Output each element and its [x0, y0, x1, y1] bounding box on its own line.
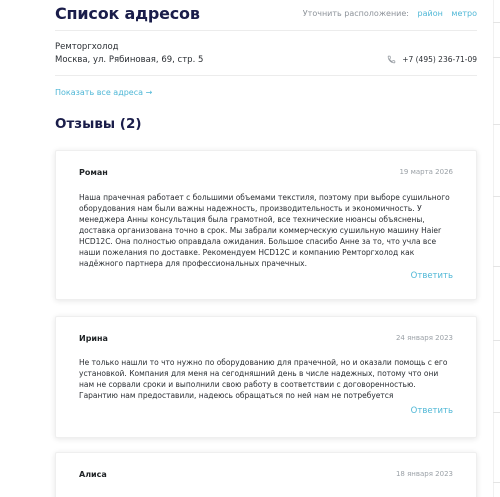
location-filter-label: Уточнить расположение:: [302, 9, 409, 18]
location-filter: [303, 9, 477, 18]
phone-icon: [387, 55, 396, 64]
addresses-header: [55, 4, 477, 26]
right-panel-edge: [493, 0, 500, 497]
right-panel-divider: [493, 266, 500, 267]
review-date: 24 января 2023: [395, 334, 453, 342]
review-card: [55, 452, 477, 497]
reviews-title: Отзывы (2): [55, 116, 142, 132]
right-panel-border: [493, 0, 494, 497]
divider: [55, 30, 477, 31]
right-panel-divider: [493, 482, 500, 483]
review-author: Ирина: [79, 334, 108, 343]
filter-link-district[interactable]: район: [417, 9, 443, 18]
reply-button[interactable]: Ответить: [410, 406, 453, 416]
filter-link-metro[interactable]: метро: [451, 9, 477, 18]
reply-button[interactable]: Ответить: [410, 271, 453, 281]
company-name: Ремторгхолод: [55, 42, 119, 52]
review-card: [55, 316, 477, 438]
right-panel-divider: [493, 412, 500, 413]
addresses-title: Список адресов: [55, 4, 200, 23]
company-address: Москва, ул. Рябиновая, 69, стр. 5: [55, 55, 204, 65]
review-text: Не только нашли то что нужно по оборудованию для прачечной, но и оказали помощь с его установкой. Компания для меня на сегодняшний день в числе надежных, потому что они нам не сорвали сроки и выполнили свою работу в соответствии с договоренностью. Гарантию нам предоставили, надеюсь обращаться по ней нам не потребуется: [79, 358, 448, 400]
right-panel-divider: [493, 340, 500, 341]
review-text: Наша прачечная работает с большими объемами текстиля, поэтому при выборе сушильного оборудования нам были важны надежность, производительность и экономичность. У менеджера Анны консультация была грамотной, все технические нюансы объяснены, доставка организована точно в срок. Мы забрали коммерческую сушильную машину Haier HCD12C. Она полностью оправдала ожидания. Большое спасибо Анне за то, что учла все наши пожелания по доставке. Рекомендуем HCD12C и компанию Ремторгхолод как надёжного партнера для профессиональных прачечных.: [79, 193, 450, 268]
phone[interactable]: [387, 55, 477, 64]
right-panel-divider: [493, 196, 500, 197]
divider: [55, 75, 477, 76]
phone-number: +7 (495) 236-71-09: [402, 55, 477, 64]
show-all-addresses-link[interactable]: Показать все адреса →: [55, 88, 153, 97]
review-date: 19 марта 2026: [399, 168, 453, 176]
review-author: Алиса: [79, 470, 107, 479]
review-card: [55, 150, 477, 300]
review-author: Роман: [79, 168, 108, 177]
right-panel-divider: [493, 22, 500, 23]
review-date: 18 января 2023: [395, 470, 453, 478]
right-panel-divider: [493, 57, 500, 58]
right-panel-divider: [493, 124, 500, 125]
